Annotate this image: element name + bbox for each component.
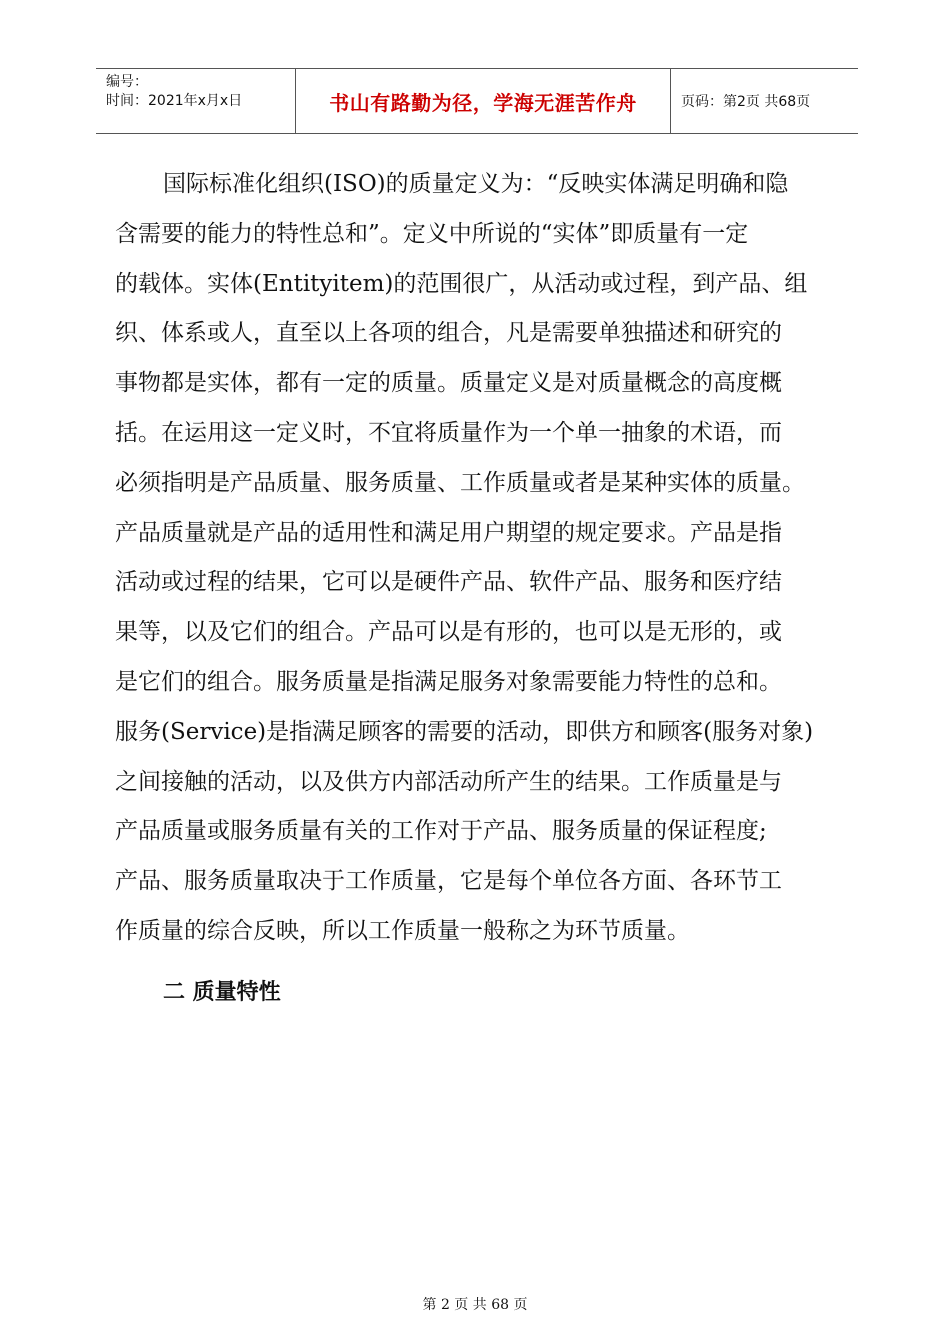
body-line: 活动或过程的结果，它可以是硬件产品、软件产品、服务和医疗结 [115, 569, 782, 596]
body-line: 产品质量或服务质量有关的工作对于产品、服务质量的保证程度; [115, 818, 767, 845]
body-line: 的载体。实体(Entityitem)的范围很广，从活动或过程，到产品、组 [115, 270, 808, 297]
body-line: 果等，以及它们的组合。产品可以是有形的，也可以是无形的，或 [115, 619, 782, 646]
body-line: 括。在运用这一定义时，不宜将质量作为一个单一抽象的术语，而 [115, 419, 782, 446]
body-line: 国际标准化组织(ISO)的质量定义为：“反映实体满足明确和隐 [163, 171, 789, 197]
body-paragraph [115, 160, 867, 957]
page-footer: 第 2 页 共 68 页 [422, 1297, 528, 1313]
section-title: 二 质量特性 [163, 980, 281, 1005]
header-page-info: 页码：第2页 共68页 [681, 94, 811, 110]
body-line: 含需要的能力的特性总和”。定义中所说的“实体”即质量有一定 [115, 220, 749, 247]
body-line: 服务(Service)是指满足顾客的需要的活动，即供方和顾客(服务对象) [115, 718, 814, 745]
doc-time-label: 时间：2021年x月x日 [106, 93, 243, 109]
body-line: 产品、服务质量取决于工作质量，它是每个单位各方面、各环节工 [115, 868, 782, 895]
body-line: 必须指明是产品质量、服务质量、工作质量或者是某种实体的质量。 [115, 469, 805, 496]
header-meta-cell [96, 69, 296, 133]
body-line: 织、体系或人，直至以上各项的组合，凡是需要单独描述和研究的 [115, 320, 782, 347]
body-line: 作质量的综合反映，所以工作质量一般称之为环节质量。 [115, 917, 690, 944]
body-line: 之间接触的活动，以及供方内部活动所产生的结果。工作质量是与 [115, 768, 782, 795]
body-line: 事物都是实体，都有一定的质量。质量定义是对质量概念的高度概 [115, 370, 782, 397]
doc-number-label: 编号： [106, 74, 148, 90]
body-line: 是它们的组合。服务质量是指满足服务对象需要能力特性的总和。 [115, 668, 782, 695]
body-line: 产品质量就是产品的适用性和满足用户期望的规定要求。产品是指 [115, 519, 782, 546]
header-motto: 书山有路勤为径，学海无涯苦作舟 [296, 69, 671, 133]
page-header [96, 68, 858, 134]
